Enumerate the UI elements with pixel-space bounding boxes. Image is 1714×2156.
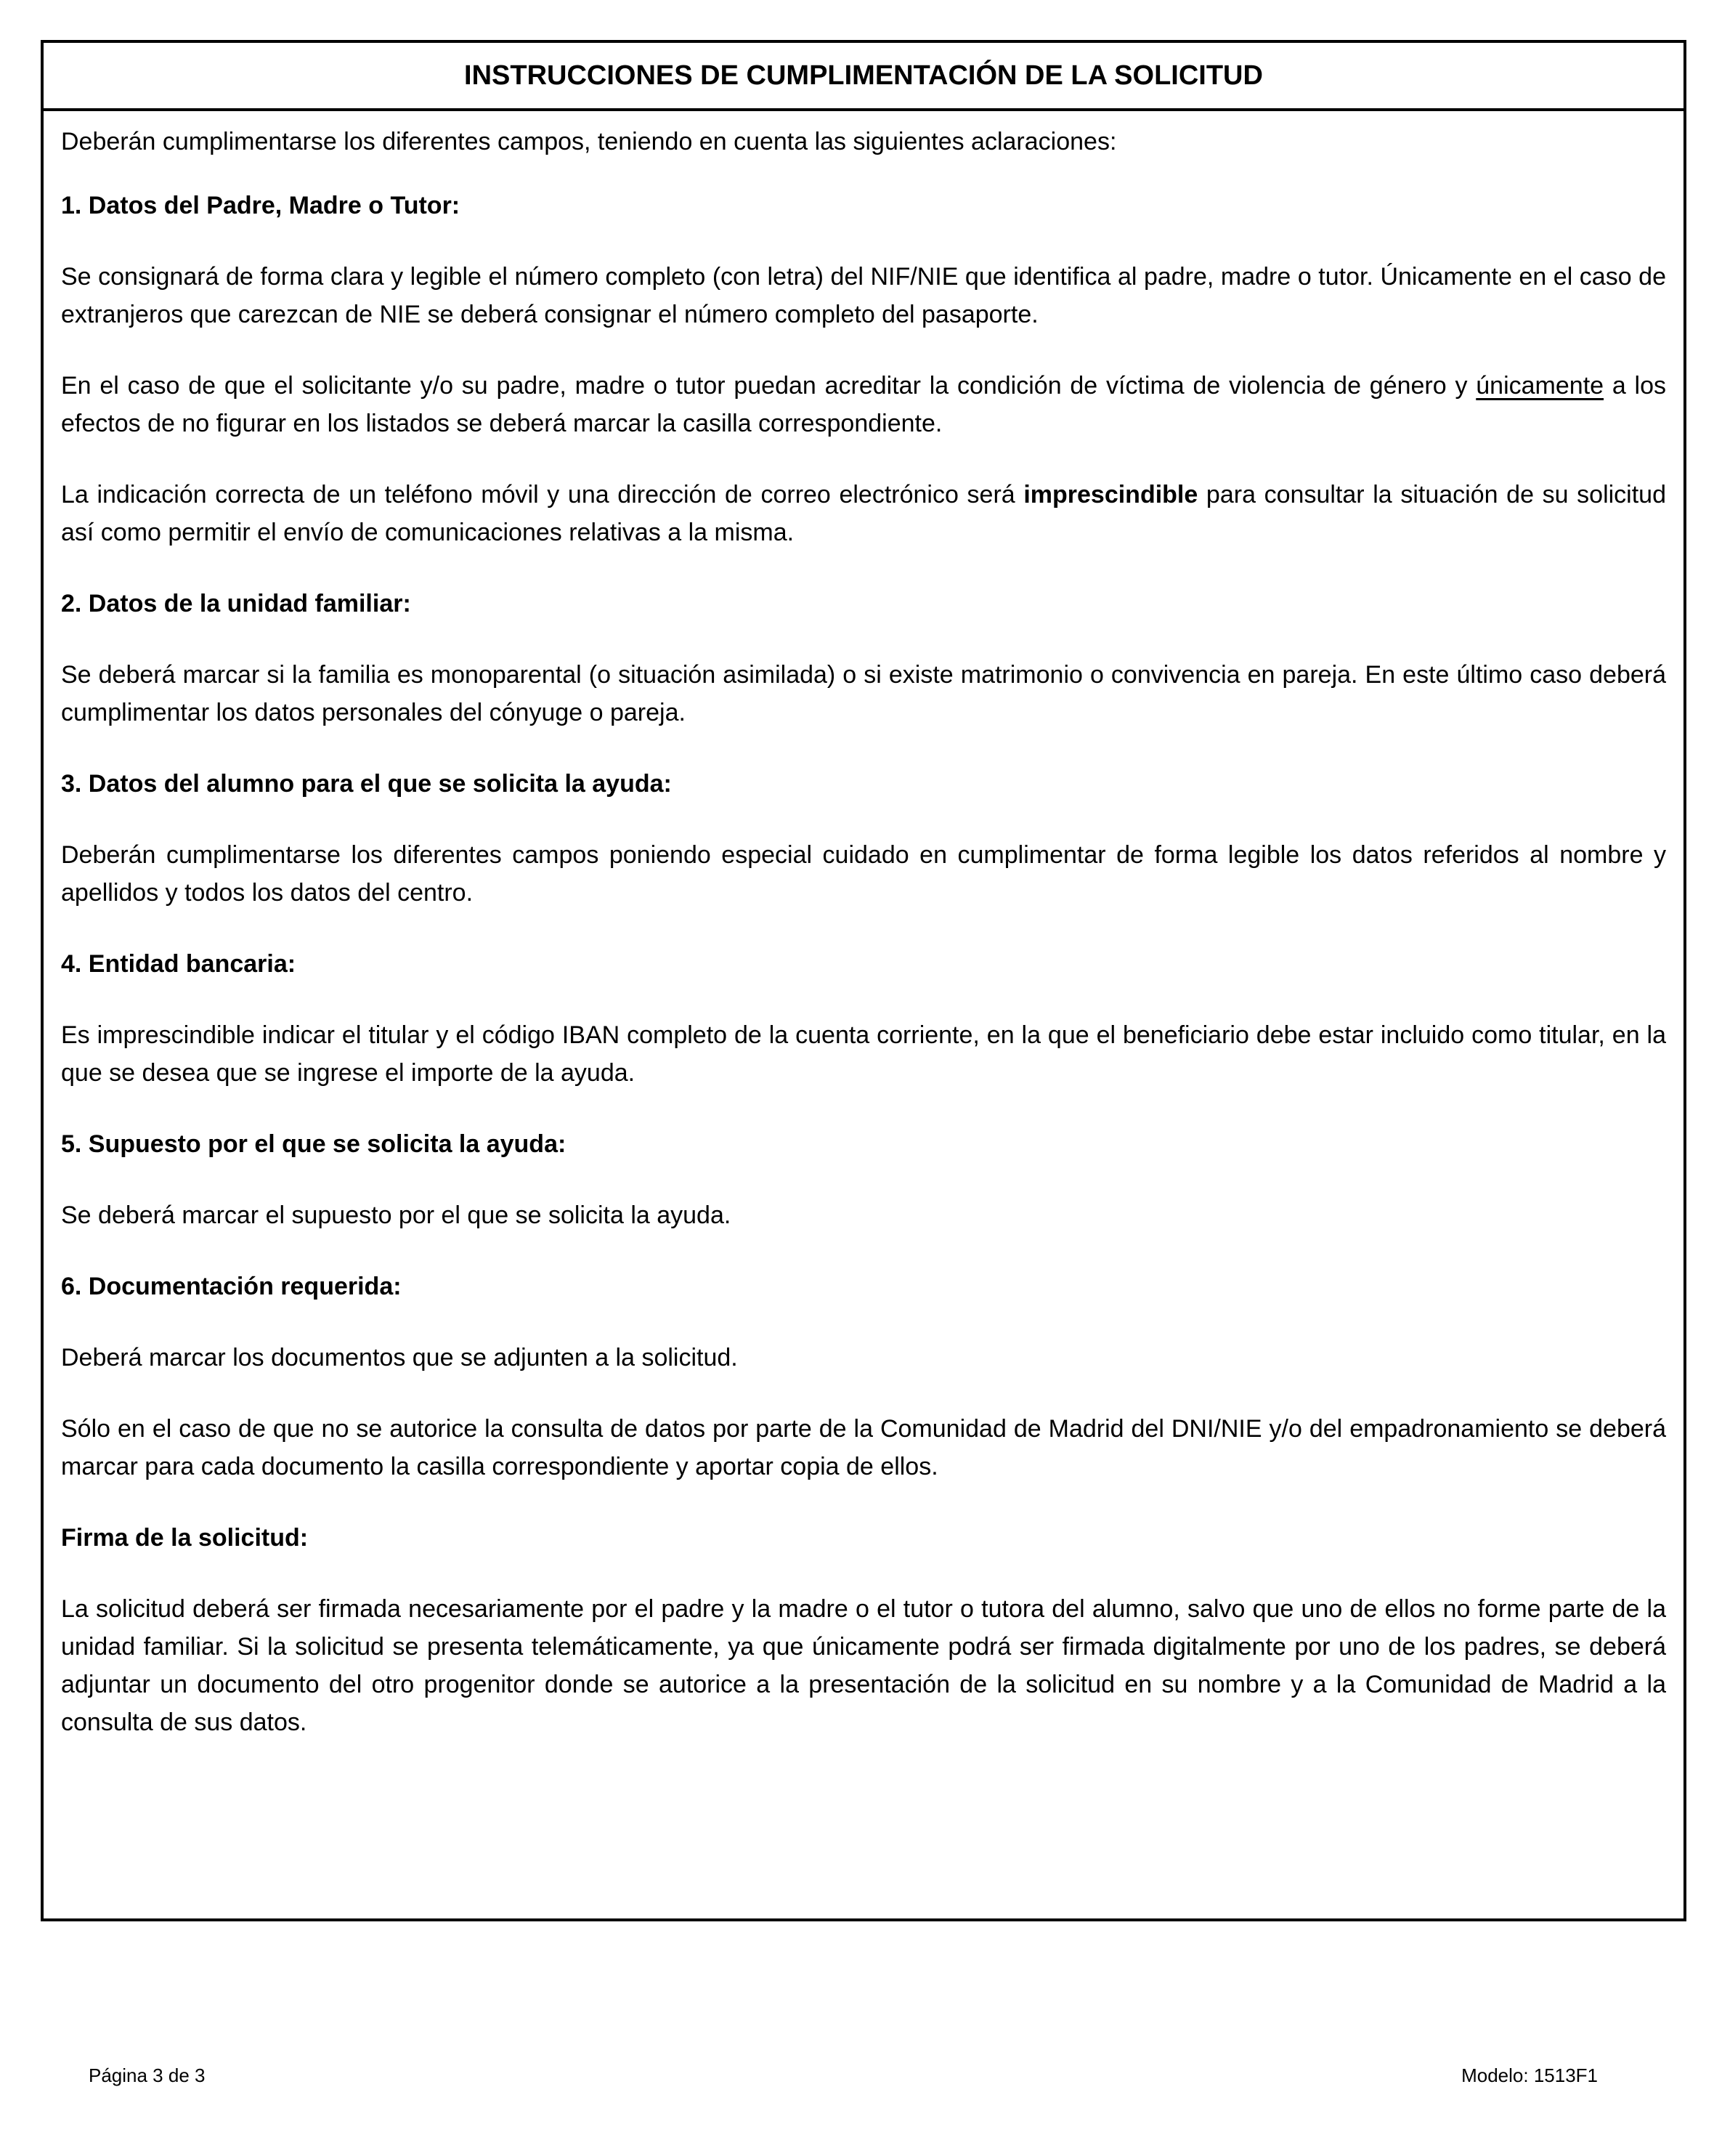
section-5-heading: 5. Supuesto por el que se solicita la ayuda: <box>61 1130 566 1158</box>
section-3-heading: 3. Datos del alumno para el que se solicita la ayuda: <box>61 770 672 798</box>
section-2-heading: 2. Datos de la unidad familiar: <box>61 590 411 617</box>
model-number: Modelo: 1513F1 <box>1461 2064 1598 2086</box>
instructions-content <box>44 111 1683 1741</box>
signature-paragraph: La solicitud deberá ser firmada necesariamente por el padre y la madre o el tutor o tutora del alumno, salvo que uno de ellos no forme parte de la unidad familiar. Si la solicitud se presenta telemáticamente, ya que únicamente podrá ser firmada digitalmente por uno de los padres, se deberá adjuntar un documento del otro progenitor donde se autorice a la presentación de la solicitud en su nombre y a la Comunidad de Madrid a la consulta de sus datos. <box>61 1595 1666 1736</box>
signature-heading: Firma de la solicitud: <box>61 1524 309 1552</box>
section-1-heading: 1. Datos del Padre, Madre o Tutor: <box>61 192 460 219</box>
section-4-paragraph-1: Es imprescindible indicar el titular y el código IBAN completo de la cuenta corriente, en la que el beneficiario debe estar incluido como titular, en la que se desea que se ingrese el importe de la ayuda. <box>61 1021 1666 1087</box>
section-1-paragraph-2 <box>61 367 1666 442</box>
form-title: INSTRUCCIONES DE CUMPLIMENTACIÓN DE LA SOLICITUD <box>44 43 1683 111</box>
section-6-paragraph-2: Sólo en el caso de que no se autorice la consulta de datos por parte de la Comunidad de Madrid del DNI/NIE y/o del empadronamiento se deberá marcar para cada documento la casilla correspondiente y aportar copia de ellos. <box>61 1415 1666 1480</box>
instructions-box <box>41 40 1686 1921</box>
section-1-paragraph-3 <box>61 476 1666 551</box>
intro-text: Deberán cumplimentarse los diferentes campos, teniendo en cuenta las siguientes aclaraciones: <box>61 128 1117 155</box>
section-3-paragraph-1: Deberán cumplimentarse los diferentes campos poniendo especial cuidado en cumplimentar de forma legible los datos referidos al nombre y apellidos y todos los datos del centro. <box>61 841 1666 907</box>
section-1-paragraph-2-text-end: a los efectos de no figurar en los listados se deberá marcar la casilla correspondiente. <box>61 372 1667 437</box>
bold-word-imprescindible: imprescindible <box>1023 481 1198 508</box>
section-4-heading: 4. Entidad bancaria: <box>61 950 296 978</box>
underlined-word-unicamente: únicamente <box>1476 372 1604 400</box>
section-1-paragraph-2-text: En el caso de que el solicitante y/o su padre, madre o tutor puedan acreditar la condición de víctima de violencia de género y <box>61 372 1477 400</box>
section-6-paragraph-1: Deberá marcar los documentos que se adjunten a la solicitud. <box>61 1344 738 1371</box>
section-2-paragraph-1: Se deberá marcar si la familia es monoparental (o situación asimilada) o si existe matrimonio o convivencia en pareja. En este último caso deberá cumplimentar los datos personales del cónyuge o pareja. <box>61 661 1666 726</box>
section-1-paragraph-3-text: La indicación correcta de un teléfono móvil y una dirección de correo electrónico será <box>61 481 1024 508</box>
section-6-heading: 6. Documentación requerida: <box>61 1273 402 1300</box>
page-number: Página 3 de 3 <box>89 2064 206 2086</box>
section-5-paragraph-1: Se deberá marcar el supuesto por el que se solicita la ayuda. <box>61 1201 731 1229</box>
section-1-paragraph-3-text-end: para consultar la situación de su solicitud así como permitir el envío de comunicaciones relativas a la misma. <box>61 481 1666 546</box>
section-1-paragraph-1: Se consignará de forma clara y legible el número completo (con letra) del NIF/NIE que identifica al padre, madre o tutor. Únicamente en el caso de extranjeros que carezcan de NIE se deberá consignar el número completo del pasaporte. <box>61 263 1666 328</box>
